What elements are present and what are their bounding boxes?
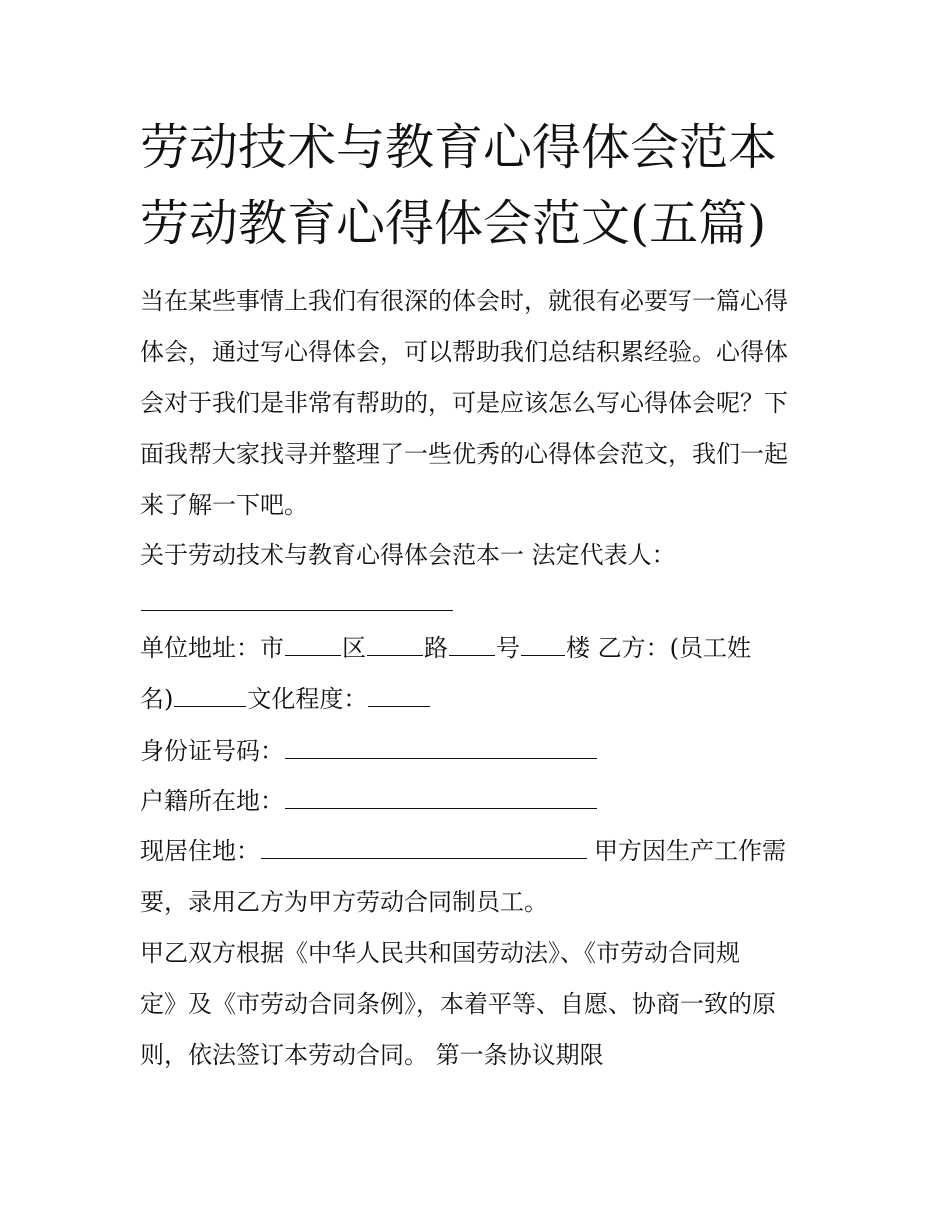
residence-label: 现居住地： [140,837,260,865]
residence-line [140,836,840,866]
building-party-b-label: 楼 乙方：(员工姓 [566,634,751,662]
id-blank [285,736,597,759]
legal-rep-blank [141,588,453,611]
intro-line-3: 会对于我们是非常有帮助的，可是应该怎么写心得体会呢？下 [140,389,788,417]
residence-blank [261,836,587,859]
section-heading: 关于劳动技术与教育心得体会范本一 法定代表人： [140,541,676,569]
legal-rep-line [140,588,840,618]
title-line-1: 劳动技术与教育心得体会范本 [140,119,778,176]
address-line [140,633,840,663]
intro-line-5: 来了解一下吧。 [140,491,308,519]
name-label: 名) [140,685,174,713]
title-line-2: 劳动教育心得体会范文(五篇) [140,195,767,252]
intro-line-1: 当在某些事情上我们有很深的体会时，就很有必要写一篇心得 [140,287,788,315]
hire-line: 要，录用乙方为甲方劳动合同制员工。 [140,888,548,916]
household-blank [285,786,597,809]
household-label: 户籍所在地： [140,787,284,815]
household-line [140,786,840,816]
district-blank [367,633,423,656]
address-label: 单位地址：市 [140,634,284,662]
basis-line-3: 则，依法签订本劳动合同。 第一条协议期限 [140,1041,604,1069]
basis-line-2: 定》及《市劳动合同条例》，本着平等、自愿、协商一致的原 [140,990,776,1018]
residence-tail: 甲方因生产工作需 [594,837,786,865]
education-blank [368,684,430,707]
intro-line-4: 面我帮大家找寻并整理了一些优秀的心得体会范文，我们一起 [140,440,788,468]
district-label: 区 [342,634,366,662]
id-label: 身份证号码： [140,737,284,765]
intro-line-2: 体会，通过写心得体会，可以帮助我们总结积累经验。心得体 [140,338,788,366]
name-blank [174,684,246,707]
number-label: 号 [496,634,520,662]
number-blank [521,633,565,656]
basis-line-1: 甲乙双方根据《中华人民共和国劳动法》、《市劳动合同规 [140,939,740,967]
education-label: 文化程度： [247,685,368,713]
road-label: 路 [424,634,448,662]
name-education-line [140,684,840,714]
id-line [140,736,840,766]
city-blank [285,633,341,656]
road-blank [449,633,495,656]
